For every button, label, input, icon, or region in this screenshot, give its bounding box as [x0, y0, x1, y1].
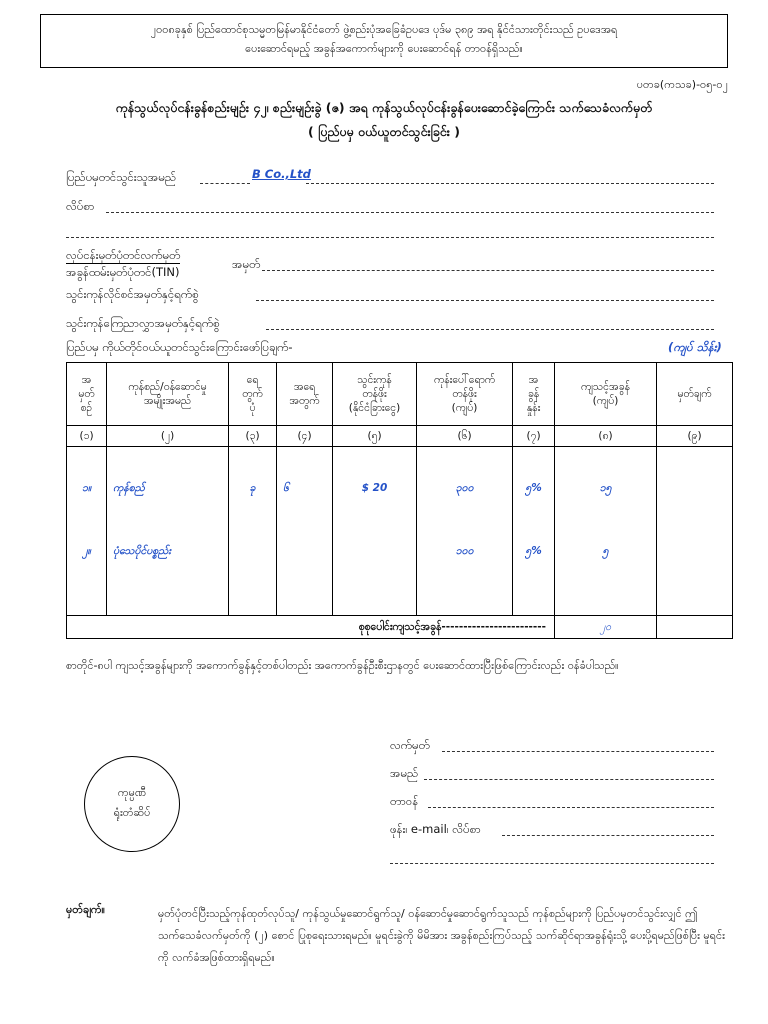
row-2-tax-payable: ၅ [602, 545, 609, 557]
col-num: (၂) [107, 426, 229, 447]
address-line-2[interactable] [66, 237, 714, 238]
item-cell[interactable] [107, 447, 229, 616]
row-2-item: ပုံသေပိုင်ပစ္စည်း [113, 545, 171, 557]
contact-label: ဖုန်း၊ e-mail၊ လိပ်စာ [390, 822, 481, 836]
row-1-tax-payable: ၁၅ [599, 482, 612, 494]
number-line[interactable] [262, 270, 714, 271]
importer-name-dots-b [306, 183, 714, 184]
number-label: အမှတ် [232, 257, 261, 271]
address-line-1[interactable] [106, 212, 714, 213]
header-landed-value [417, 363, 513, 426]
seal-line-1: ကုမ္ပဏီ [117, 786, 147, 799]
position-label: တာဝန် [390, 794, 419, 808]
column-number-row [67, 426, 733, 447]
importer-name-value[interactable]: B Co.,Ltd [252, 167, 311, 181]
col-num: (၉) [657, 426, 733, 447]
form-subtitle: ( ပြည်ပမှ ဝယ်ယူတင်သွင်းခြင်း ) [308, 124, 460, 139]
total-remark [657, 616, 733, 639]
import-statement-label: ပြည်ပမှ ကိုယ်တိုင်ဝယ်ယူတင်သွင်းကြောင်းဖော်ပြချက်- [66, 340, 293, 354]
header-text: မှတ်ချက် [677, 388, 712, 400]
total-row [67, 616, 733, 639]
col-num: (၆) [417, 426, 513, 447]
header-unit [229, 363, 277, 426]
total-tax-value[interactable]: ၂၀ [555, 616, 657, 639]
col-num: (၄) [277, 426, 333, 447]
header-text: ကုန်စည်/ဝန်ဆောင်မှု အမျိုးအမည် [128, 381, 207, 407]
import-license-label: သွင်းကုန်လိုင်စင်အမှတ်နှင့်ရက်စွဲ [66, 287, 199, 301]
name-label: အမည် [390, 766, 419, 780]
header-remark [657, 363, 733, 426]
row-1-item: ကုန်စည် [113, 482, 145, 494]
col-num: (၇) [513, 426, 555, 447]
remark-cell[interactable] [657, 447, 733, 616]
tax-payable-cell[interactable] [555, 447, 657, 616]
import-value-cell[interactable] [333, 447, 417, 616]
company-seal-circle [84, 756, 180, 852]
header-serial-no [67, 363, 107, 426]
table-body-row [67, 447, 733, 616]
quantity-cell[interactable] [277, 447, 333, 616]
customs-declaration-label: သွင်းကုန်ကြေညာလွှာအမှတ်နှင့်ရက်စွဲ [66, 316, 220, 330]
name-line[interactable] [424, 779, 714, 780]
tax-rate-cell[interactable] [513, 447, 555, 616]
col-num: (၃) [229, 426, 277, 447]
row-1-landed-value: ၃၀၀ [455, 482, 474, 494]
contact-line[interactable] [502, 835, 714, 836]
remark-heading: မှတ်ချက်။ [66, 903, 106, 916]
customs-declaration-line[interactable] [266, 329, 714, 330]
seal-line-2: ရုံးတံဆိပ် [113, 806, 151, 819]
form-title: ကုန်သွယ်လုပ်ငန်းခွန်စည်းမျဉ်း ၄၂၊ စည်းမျဉ်းခွဲ (ဇ) အရ ကုန်သွယ်လုပ်ငန်းခွန်ပေးဆောင်ခဲ့ကြောင်း သက်သေခံလက်မှတ် [115, 100, 653, 115]
total-tax-label: စုစုပေါင်းကျသင့်အခွန်------------------------ [67, 616, 555, 639]
row-1-import-value: $ 20 [361, 482, 388, 494]
address-label: လိပ်စာ [66, 199, 95, 213]
unit-cell[interactable] [229, 447, 277, 616]
serial-cell[interactable] [67, 447, 107, 616]
row-1-unit: ခု [249, 482, 256, 494]
constitution-notice-box [40, 14, 728, 68]
currency-unit-note: (ကျပ် သိန်း) [668, 340, 722, 354]
importer-name-dots-a [200, 183, 250, 184]
tin-label: အခွန်ထမ်းမှတ်ပုံတင်(TIN) [66, 265, 180, 279]
notice-line-2: ပေးဆောင်ရမည့် အခွန်အကောက်များကို ပေးဆောင်ရန် တာဝန်ရှိသည်။ [245, 42, 523, 55]
row-2-serial: ၂။ [82, 545, 91, 557]
notice-line-1: ၂၀၀၈ခုနှစ် ပြည်ထောင်စုသမ္မတမြန်မာနိုင်ငံတော် ဖွဲ့စည်းပုံအခြေခံဥပဒေ ပုဒ်မ ၃၈၉ အရ နိုင်ငံသားတိုင်းသည် ဥပဒေအရ [150, 23, 618, 36]
row-1-tax-rate: ၅% [525, 482, 542, 494]
header-quantity [277, 363, 333, 426]
col-num: (၈) [555, 426, 657, 447]
remark-text: မှတ်ပုံတင်ပြီးသည့်ကုန်ထုတ်လုပ်သူ/ ကုန်သွယ်မှုဆောင်ရွက်သူ/ ဝန်ဆောင်မှုဆောင်ရွက်သူသည် ကုန်စည်များကို ပြည်ပမှတင်သွင်းလျှင် ဤသက်သေခံလက်မှတ်ကို (၂) စောင် ပြုစုရေးသားရမည်။ မူရင်းခွဲကို မိမိအား အခွန်စည်းကြပ်သည့် သက်ဆိုင်ရာအခွန်ရုံးသို့ ပေးပို့ရမည်ဖြစ်ပြီး မူရင်းကို လက်ခံအဖြစ်ထားရှိရမည်။ [158, 907, 725, 964]
header-text: အ ခွန် နှုန်း [526, 374, 541, 414]
header-tax-payable [555, 363, 657, 426]
header-text: သွင်းကုန် တန်ဖိုး (နိုင်ငံခြားငွေ) [348, 374, 401, 414]
header-item-name [107, 363, 229, 426]
importer-name-label: ပြည်ပမှတင်သွင်းသူအမည် [66, 170, 177, 184]
header-text: အရေ အတွက် [289, 381, 320, 407]
document-number: ပတခ(ကသခ)-၀၅-၀၂ [636, 78, 728, 91]
table-header-row [67, 363, 733, 426]
declaration-text: စာတိုင်-၈ပါ ကျသင့်အခွန်များကို အကောက်ခွန်နှင့်တစ်ပါတည်း အကောက်ခွန်ဦးစီးဌာနတွင် ပေးဆောင်ထားပြီးဖြစ်ကြောင်းလည်း ဝန်ခံပါသည်။ [66, 659, 619, 672]
signature-line[interactable] [442, 751, 714, 752]
position-line[interactable] [428, 807, 714, 808]
row-1-serial: ၁။ [81, 482, 92, 494]
business-license-label: လုပ်ငန်းမှတ်ပုံတင်လက်မှတ် [66, 248, 181, 262]
header-import-value [333, 363, 417, 426]
signature-label: လက်မှတ် [390, 738, 430, 752]
col-num: (၁) [67, 426, 107, 447]
row-2-landed-value: ၁၀၀ [455, 545, 474, 557]
row-1-quantity: ၆ [283, 482, 289, 494]
import-license-line[interactable] [256, 300, 714, 301]
row-2-tax-rate: ၅% [525, 545, 542, 557]
header-text: ကျသင့်အခွန် (ကျပ်) [581, 381, 630, 407]
contact-line-2[interactable] [390, 863, 714, 864]
col-num: (၅) [333, 426, 417, 447]
header-text: ကုန်းပေါ်ရောက် တန်ဖိုး (ကျပ်) [433, 374, 496, 414]
landed-value-cell[interactable] [417, 447, 513, 616]
import-tax-table [66, 362, 733, 639]
header-text: အ မှတ် စဉ် [78, 374, 95, 414]
header-text: ရေ တွက် ပုံ [242, 374, 263, 414]
header-tax-rate [513, 363, 555, 426]
